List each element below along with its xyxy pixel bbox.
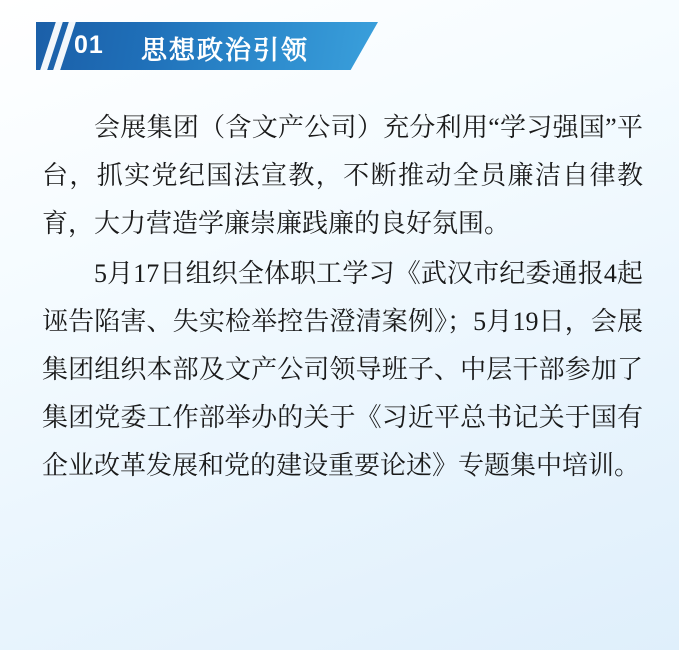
section-number: 01 [74, 31, 104, 59]
section-title: 思想政治引领 [141, 35, 310, 65]
paragraph-2: 5月17日组织全体职工学习《武汉市纪委通报4起诬告陷害、失实检举控告澄清案例》；5月19日，会展集团组织本部及文产公司领导班子、中层干部参加了集团党委工作部举办的关于《习近平总书记关于国有企业改革发展和党的建设重要论述》专题集中培训。 [42, 259, 643, 480]
paragraph-1: 会展集团（含文产公司）充分利用“学习强国”平台，抓实党纪国法宣教，不断推动全员廉洁自律教育，大力营造学廉崇廉践廉的良好氛围。 [42, 113, 643, 238]
section-header-banner [36, 22, 378, 70]
document-body [42, 104, 643, 490]
